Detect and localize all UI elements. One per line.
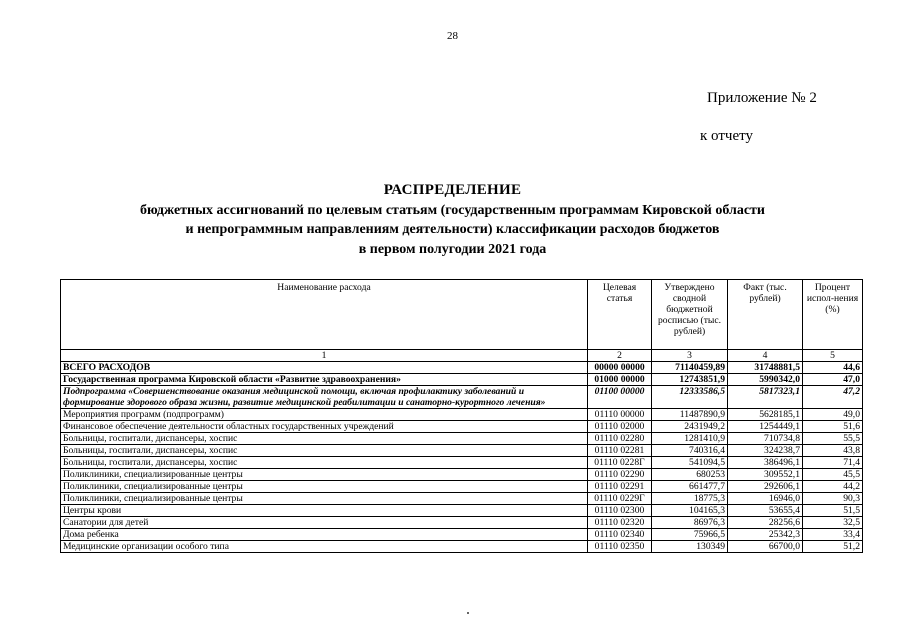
column-number: 4 <box>728 350 803 362</box>
row-name: Поликлиники, специализированные центры <box>61 493 588 505</box>
table-row <box>61 469 863 481</box>
appendix-sublabel: к отчету <box>700 128 753 144</box>
table-row <box>61 409 863 421</box>
row-approved: 11487890,9 <box>652 409 728 421</box>
row-percent: 90,3 <box>803 493 863 505</box>
row-name: ВСЕГО РАСХОДОВ <box>61 362 588 374</box>
row-approved: 86976,3 <box>652 517 728 529</box>
row-approved: 680253 <box>652 469 728 481</box>
row-percent: 55,5 <box>803 433 863 445</box>
row-fact: 31748881,5 <box>728 362 803 374</box>
row-name: Поликлиники, специализированные центры <box>61 481 588 493</box>
row-approved: 75966,5 <box>652 529 728 541</box>
row-percent: 32,5 <box>803 517 863 529</box>
header-code: Целевая статья <box>588 280 652 350</box>
row-code: 01000 00000 <box>588 374 652 386</box>
row-percent: 51,2 <box>803 541 863 553</box>
row-name: Государственная программа Кировской области «Развитие здравоохранения» <box>61 374 588 386</box>
row-code: 00000 00000 <box>588 362 652 374</box>
row-fact: 53655,4 <box>728 505 803 517</box>
row-fact: 5628185,1 <box>728 409 803 421</box>
row-name: Больницы, госпитали, диспансеры, хоспис <box>61 445 588 457</box>
header-percent: Процент испол-нения (%) <box>803 280 863 350</box>
column-number: 5 <box>803 350 863 362</box>
row-fact: 386496,1 <box>728 457 803 469</box>
row-name: Дома ребенка <box>61 529 588 541</box>
subtitle-line-2: и непрограммным направлениям деятельности) классификации расходов бюджетов <box>185 222 720 237</box>
row-code: 01110 02281 <box>588 445 652 457</box>
row-percent: 43,8 <box>803 445 863 457</box>
row-percent: 47,0 <box>803 374 863 386</box>
scan-speck <box>467 612 469 614</box>
budget-allocation-table <box>60 279 863 553</box>
row-name: Мероприятия программ (подпрограмм) <box>61 409 588 421</box>
table-header-row <box>61 280 863 350</box>
row-percent: 47,2 <box>803 386 863 409</box>
table-row-total <box>61 362 863 374</box>
appendix-label: Приложение № 2 <box>707 90 817 106</box>
column-number-row <box>61 350 863 362</box>
subtitle-line-1: бюджетных ассигнований по целевым статьям (государственным программам Кировской области <box>140 203 765 218</box>
row-code: 01110 02320 <box>588 517 652 529</box>
header-approved: Утверждено сводной бюджетной росписью (тыс. рублей) <box>652 280 728 350</box>
row-percent: 51,6 <box>803 421 863 433</box>
subtitle-line-3: в первом полугодии 2021 года <box>358 242 547 257</box>
row-name: Больницы, госпитали, диспансеры, хоспис <box>61 457 588 469</box>
row-approved: 661477,7 <box>652 481 728 493</box>
table-row <box>61 493 863 505</box>
row-fact: 309552,1 <box>728 469 803 481</box>
table-row <box>61 505 863 517</box>
row-approved: 2431949,2 <box>652 421 728 433</box>
row-name: Центры крови <box>61 505 588 517</box>
row-code: 01110 02340 <box>588 529 652 541</box>
table-row <box>61 433 863 445</box>
table-row <box>61 481 863 493</box>
table-row <box>61 517 863 529</box>
row-approved: 12333586,5 <box>652 386 728 409</box>
row-percent: 51,5 <box>803 505 863 517</box>
row-name: Санатории для детей <box>61 517 588 529</box>
row-percent: 71,4 <box>803 457 863 469</box>
row-code: 01110 02290 <box>588 469 652 481</box>
row-code: 01100 00000 <box>588 386 652 409</box>
row-approved: 130349 <box>652 541 728 553</box>
table-row <box>61 529 863 541</box>
row-code: 01110 02280 <box>588 433 652 445</box>
column-number: 3 <box>652 350 728 362</box>
row-approved: 12743851,9 <box>652 374 728 386</box>
row-fact: 25342,3 <box>728 529 803 541</box>
row-approved: 1281410,9 <box>652 433 728 445</box>
row-fact: 16946,0 <box>728 493 803 505</box>
table-row-subprogram <box>61 386 863 409</box>
row-fact: 28256,6 <box>728 517 803 529</box>
row-name: Медицинские организации особого типа <box>61 541 588 553</box>
row-name: Больницы, госпитали, диспансеры, хоспис <box>61 433 588 445</box>
row-code: 01110 02350 <box>588 541 652 553</box>
row-percent: 33,4 <box>803 529 863 541</box>
row-percent: 45,5 <box>803 469 863 481</box>
row-fact: 5990342,0 <box>728 374 803 386</box>
row-code: 01110 02300 <box>588 505 652 517</box>
table-row <box>61 541 863 553</box>
row-code: 01110 0229Г <box>588 493 652 505</box>
column-number: 2 <box>588 350 652 362</box>
row-approved: 541094,5 <box>652 457 728 469</box>
column-number: 1 <box>61 350 588 362</box>
row-code: 01110 0228Г <box>588 457 652 469</box>
document-title: РАСПРЕДЕЛЕНИЕ <box>383 182 522 198</box>
row-percent: 49,0 <box>803 409 863 421</box>
page-number: 28 <box>447 30 458 42</box>
row-approved: 104165,3 <box>652 505 728 517</box>
table-row <box>61 421 863 433</box>
row-approved: 740316,4 <box>652 445 728 457</box>
row-name: Поликлиники, специализированные центры <box>61 469 588 481</box>
table-row <box>61 445 863 457</box>
row-code: 01110 00000 <box>588 409 652 421</box>
table-row <box>61 457 863 469</box>
row-percent: 44,2 <box>803 481 863 493</box>
row-name: Подпрограмма «Совершенствование оказания медицинской помощи, включая профилактику заболеваний и формирование здорового образа жизни, развитие медицинской реабилитации и санаторно-курортного лечения» <box>61 386 588 409</box>
row-approved: 71140459,89 <box>652 362 728 374</box>
row-code: 01110 02000 <box>588 421 652 433</box>
row-fact: 5817323,1 <box>728 386 803 409</box>
row-fact: 324238,7 <box>728 445 803 457</box>
row-fact: 292606,1 <box>728 481 803 493</box>
row-fact: 710734,8 <box>728 433 803 445</box>
header-name: Наименование расхода <box>61 280 588 350</box>
header-fact: Факт (тыс. рублей) <box>728 280 803 350</box>
row-percent: 44,6 <box>803 362 863 374</box>
row-code: 01110 02291 <box>588 481 652 493</box>
row-approved: 18775,3 <box>652 493 728 505</box>
row-fact: 1254449,1 <box>728 421 803 433</box>
row-name: Финансовое обеспечение деятельности областных государственных учреждений <box>61 421 588 433</box>
row-fact: 66700,0 <box>728 541 803 553</box>
table-row-program <box>61 374 863 386</box>
